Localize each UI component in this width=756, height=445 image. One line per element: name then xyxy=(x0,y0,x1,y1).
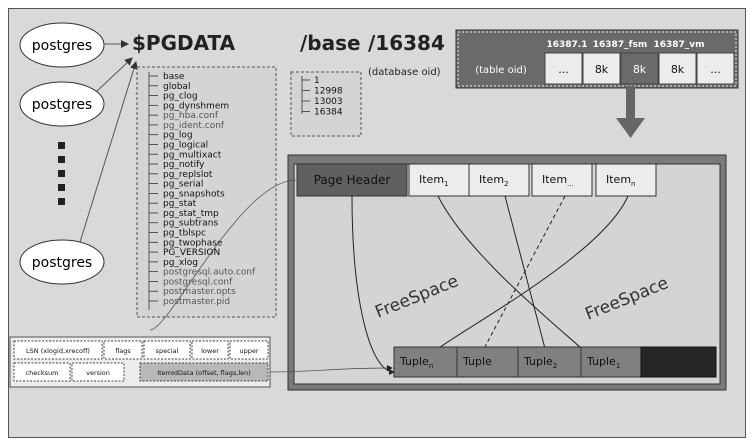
page-item-label: Item$_1$ xyxy=(419,173,449,188)
pgdata-dir-item: pg_ident.conf xyxy=(163,120,225,131)
table-file-headers xyxy=(547,40,705,50)
process-postgres-bottom xyxy=(20,240,104,284)
header-field-label: lower xyxy=(201,347,219,355)
header-field-label: version xyxy=(86,369,110,377)
base-dir-item: 1 xyxy=(314,76,320,86)
freespace-left: FreeSpace xyxy=(372,271,462,323)
pgdata-dir-item: PG_VERSION xyxy=(163,248,221,259)
table-file-header: 16387.1 xyxy=(546,40,588,50)
pgdata-dir-item: pg_twophase xyxy=(163,238,223,249)
page-header-label: Page Header xyxy=(313,173,391,187)
page-item-label: Item$_n$ xyxy=(606,173,636,188)
page-special-area xyxy=(641,347,716,377)
header-field-label: ItemIdData (offset, flags,len) xyxy=(157,369,251,377)
pgdata-title: $PGDATA xyxy=(132,31,236,55)
table-oid-label: (table oid) xyxy=(475,65,527,76)
pgdata-dir-item: pg_xlog xyxy=(163,257,198,268)
base-dir-item: 16384 xyxy=(314,107,343,118)
pgdata-dir-item: postgresql.auto.conf xyxy=(163,267,256,278)
table-file-cell-label: ... xyxy=(558,63,569,76)
pgdata-dir-item: pg_multixact xyxy=(163,150,222,161)
pgdata-dir-item: pg_log xyxy=(163,130,193,141)
header-field-label: checksum xyxy=(25,369,59,377)
pgdata-dir-item: pg_stat_tmp xyxy=(163,208,219,219)
pgdata-dir-item: postmaster.pid xyxy=(163,297,231,307)
header-field-label: upper xyxy=(239,347,259,355)
base-title: /base xyxy=(300,31,361,55)
process-label: postgres xyxy=(31,255,93,271)
pgdata-dir-item: pg_stat xyxy=(163,199,197,210)
pgdata-dir-item: global xyxy=(163,81,191,92)
page-expand-arrow xyxy=(616,86,645,138)
pgdata-dir-item: pg_notify xyxy=(163,160,205,171)
header-field-label: LSN (xlogid,xrecoff) xyxy=(26,347,90,355)
process-postgres-middle xyxy=(20,82,104,126)
table-file-cell-label: 8k xyxy=(670,63,685,76)
base-dir-item: 12998 xyxy=(314,86,343,97)
pgdata-dir-item: pg_hba.conf xyxy=(163,111,219,122)
page-tuple-label: Tuple$_1$ xyxy=(587,355,621,370)
table-file-cell-label: 8k xyxy=(632,63,647,76)
table-file-header: 16387_vm xyxy=(653,40,705,50)
freespace-right: FreeSpace xyxy=(582,273,672,325)
pgdata-dir-item: postgresql.conf xyxy=(163,277,233,288)
base-dir-item: 13003 xyxy=(314,97,343,107)
header-field-label: flags xyxy=(115,347,131,355)
process-ellipsis-dots xyxy=(58,142,65,205)
pgdata-dir-item: postmaster.opts xyxy=(163,287,236,298)
process-postgres-top xyxy=(20,23,104,67)
process-label: postgres xyxy=(31,38,93,54)
pgdata-dir-item: pg_snapshots xyxy=(163,189,225,200)
table-file-cells xyxy=(545,53,734,84)
page-item-label: Item$_2$ xyxy=(479,173,509,188)
pgdata-dir-item: pg_replslot xyxy=(163,169,213,180)
pgdata-dir-item: pg_clog xyxy=(163,91,198,102)
page-tuples xyxy=(394,347,641,377)
page-item-label: Item$_{...}$ xyxy=(542,173,574,188)
pgdata-dir-item: pg_logical xyxy=(163,140,209,151)
pgdata-dir-item: pg_tblspc xyxy=(163,228,207,239)
header-field-label: special xyxy=(155,347,179,355)
page-tuple-label: Tuple$_2$ xyxy=(524,355,558,370)
table-file-header: 16387_fsm xyxy=(592,40,648,50)
pgdata-dir-item: pg_subtrans xyxy=(163,218,219,229)
table-file-cell-label: 8k xyxy=(594,63,609,76)
pgdata-dir-item: pg_dynshmem xyxy=(163,101,230,112)
process-arrow xyxy=(96,58,132,92)
pgdata-dir-item: pg_serial xyxy=(163,179,204,190)
db-oid-title: /16384 xyxy=(368,31,445,55)
page-items xyxy=(409,164,656,196)
pgdata-dir-item: base xyxy=(163,72,185,82)
page-tuple-label: Tuple xyxy=(463,355,492,368)
page-tuple-label: Tuple$_n$ xyxy=(400,355,434,370)
table-file-cell-label: ... xyxy=(710,63,721,76)
process-label: postgres xyxy=(31,97,93,113)
database-oid-label: (database oid) xyxy=(368,67,441,78)
